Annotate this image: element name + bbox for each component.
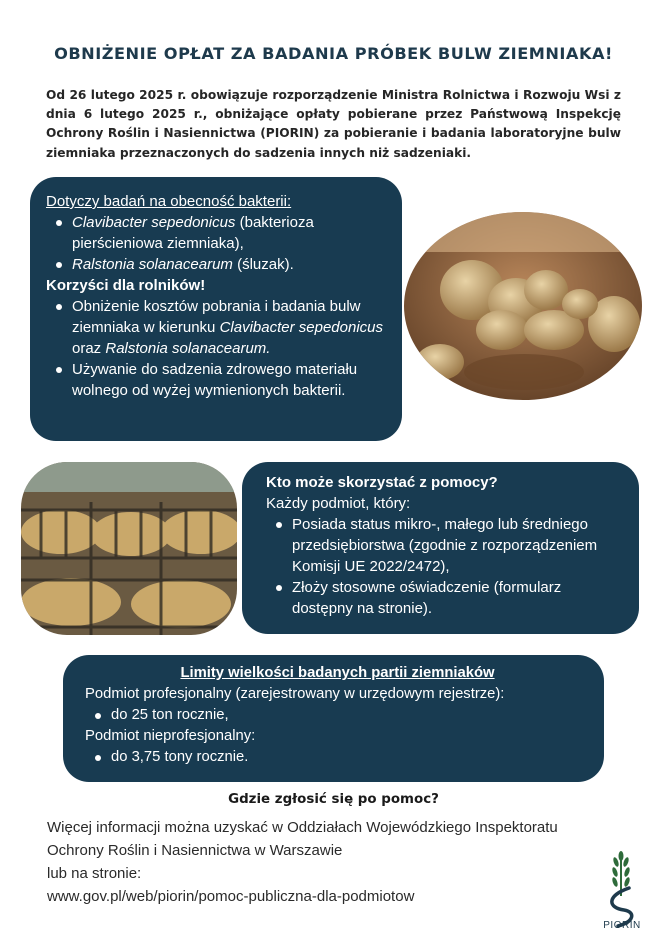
benefit-item: Obniżenie kosztów pobrania i badania bulw ziemniaka w kierunku Clavibacter sepedonicus oraz Ralstonia solanacearum. — [46, 296, 388, 359]
benefits-list — [46, 296, 388, 401]
nonprofessional-limit: do 3,75 tony rocznie. — [85, 747, 590, 768]
professional-label: Podmiot profesjonalny (zarejestrowany w urzędowym rejestrze): — [85, 686, 505, 702]
intro-paragraph: Od 26 lutego 2025 r. obowiązuje rozporządzenie Ministra Rolnictwa i Rozwoju Wsi z dnia 6 lutego 2025 r., obniżające opłaty pobierane przez Państwową Inspekcję Ochrony Roślin i Nasiennictwa (PIORIN) za pobieranie i badania laboratoryjne bulw ziemniaka przeznaczonych do sadzenia innych niż sadzeniaki. — [46, 88, 621, 160]
contact-line: Ochrony Roślin i Nasiennictwa w Warszawie — [47, 842, 343, 859]
professional-list — [85, 705, 590, 726]
contact-line: Więcej informacji można uzyskać w Oddziałach Wojewódzkiego Inspektoratu — [47, 819, 558, 836]
bacteria-panel — [30, 177, 402, 441]
benefits-heading: Korzyści dla rolników! — [46, 277, 206, 294]
contact-question: Gdzie zgłosić się po pomoc? — [228, 792, 439, 807]
nonprofessional-label: Podmiot nieprofesjonalny: — [85, 728, 256, 744]
professional-limit: do 25 ton rocznie, — [85, 705, 590, 726]
contact-line: lub na stronie: — [47, 865, 142, 882]
nonprofessional-list — [85, 747, 590, 768]
limits-heading: Limity wielkości badanych partii ziemniaków — [180, 665, 495, 681]
eligibility-subheading: Każdy podmiot, który: — [266, 495, 411, 512]
eligibility-heading: Kto może skorzystać z pomocy? — [266, 474, 498, 491]
page-title: OBNIŻENIE OPŁAT ZA BADANIA PRÓBEK BULW ZIEMNIAKA! — [54, 44, 613, 63]
potatoes-photo — [404, 212, 642, 400]
crates-image — [21, 462, 237, 635]
logo-text: PIORIN — [603, 920, 641, 931]
benefit-item: Używanie do sadzenia zdrowego materiału wolnego od wyżej wymienionych bakterii. — [46, 359, 388, 401]
bacteria-list — [46, 212, 388, 275]
potatoes-image — [404, 212, 642, 400]
eligibility-item: Posiada status mikro-, małego lub średniego przedsiębiorstwa (zgodnie z rozporządzeniem Komisji UE 2022/2472), — [266, 514, 625, 577]
bacteria-item: Ralstonia solanacearum (śluzak). — [46, 254, 388, 275]
eligibility-list — [266, 514, 625, 619]
bacteria-heading: Dotyczy badań na obecność bakterii: — [46, 193, 292, 210]
contact-url-link[interactable]: www.gov.pl/web/piorin/pomoc-publiczna-dla-podmiotow — [47, 888, 415, 905]
eligibility-item: Złoży stosowne oświadczenie (formularz dostępny na stronie). — [266, 577, 625, 619]
crates-photo — [21, 462, 237, 635]
limits-panel — [63, 655, 604, 782]
bacteria-item: Clavibacter sepedonicus (bakterioza pierścieniowa ziemniaka), — [46, 212, 388, 254]
contact-info — [47, 816, 607, 908]
eligibility-panel — [242, 462, 639, 634]
